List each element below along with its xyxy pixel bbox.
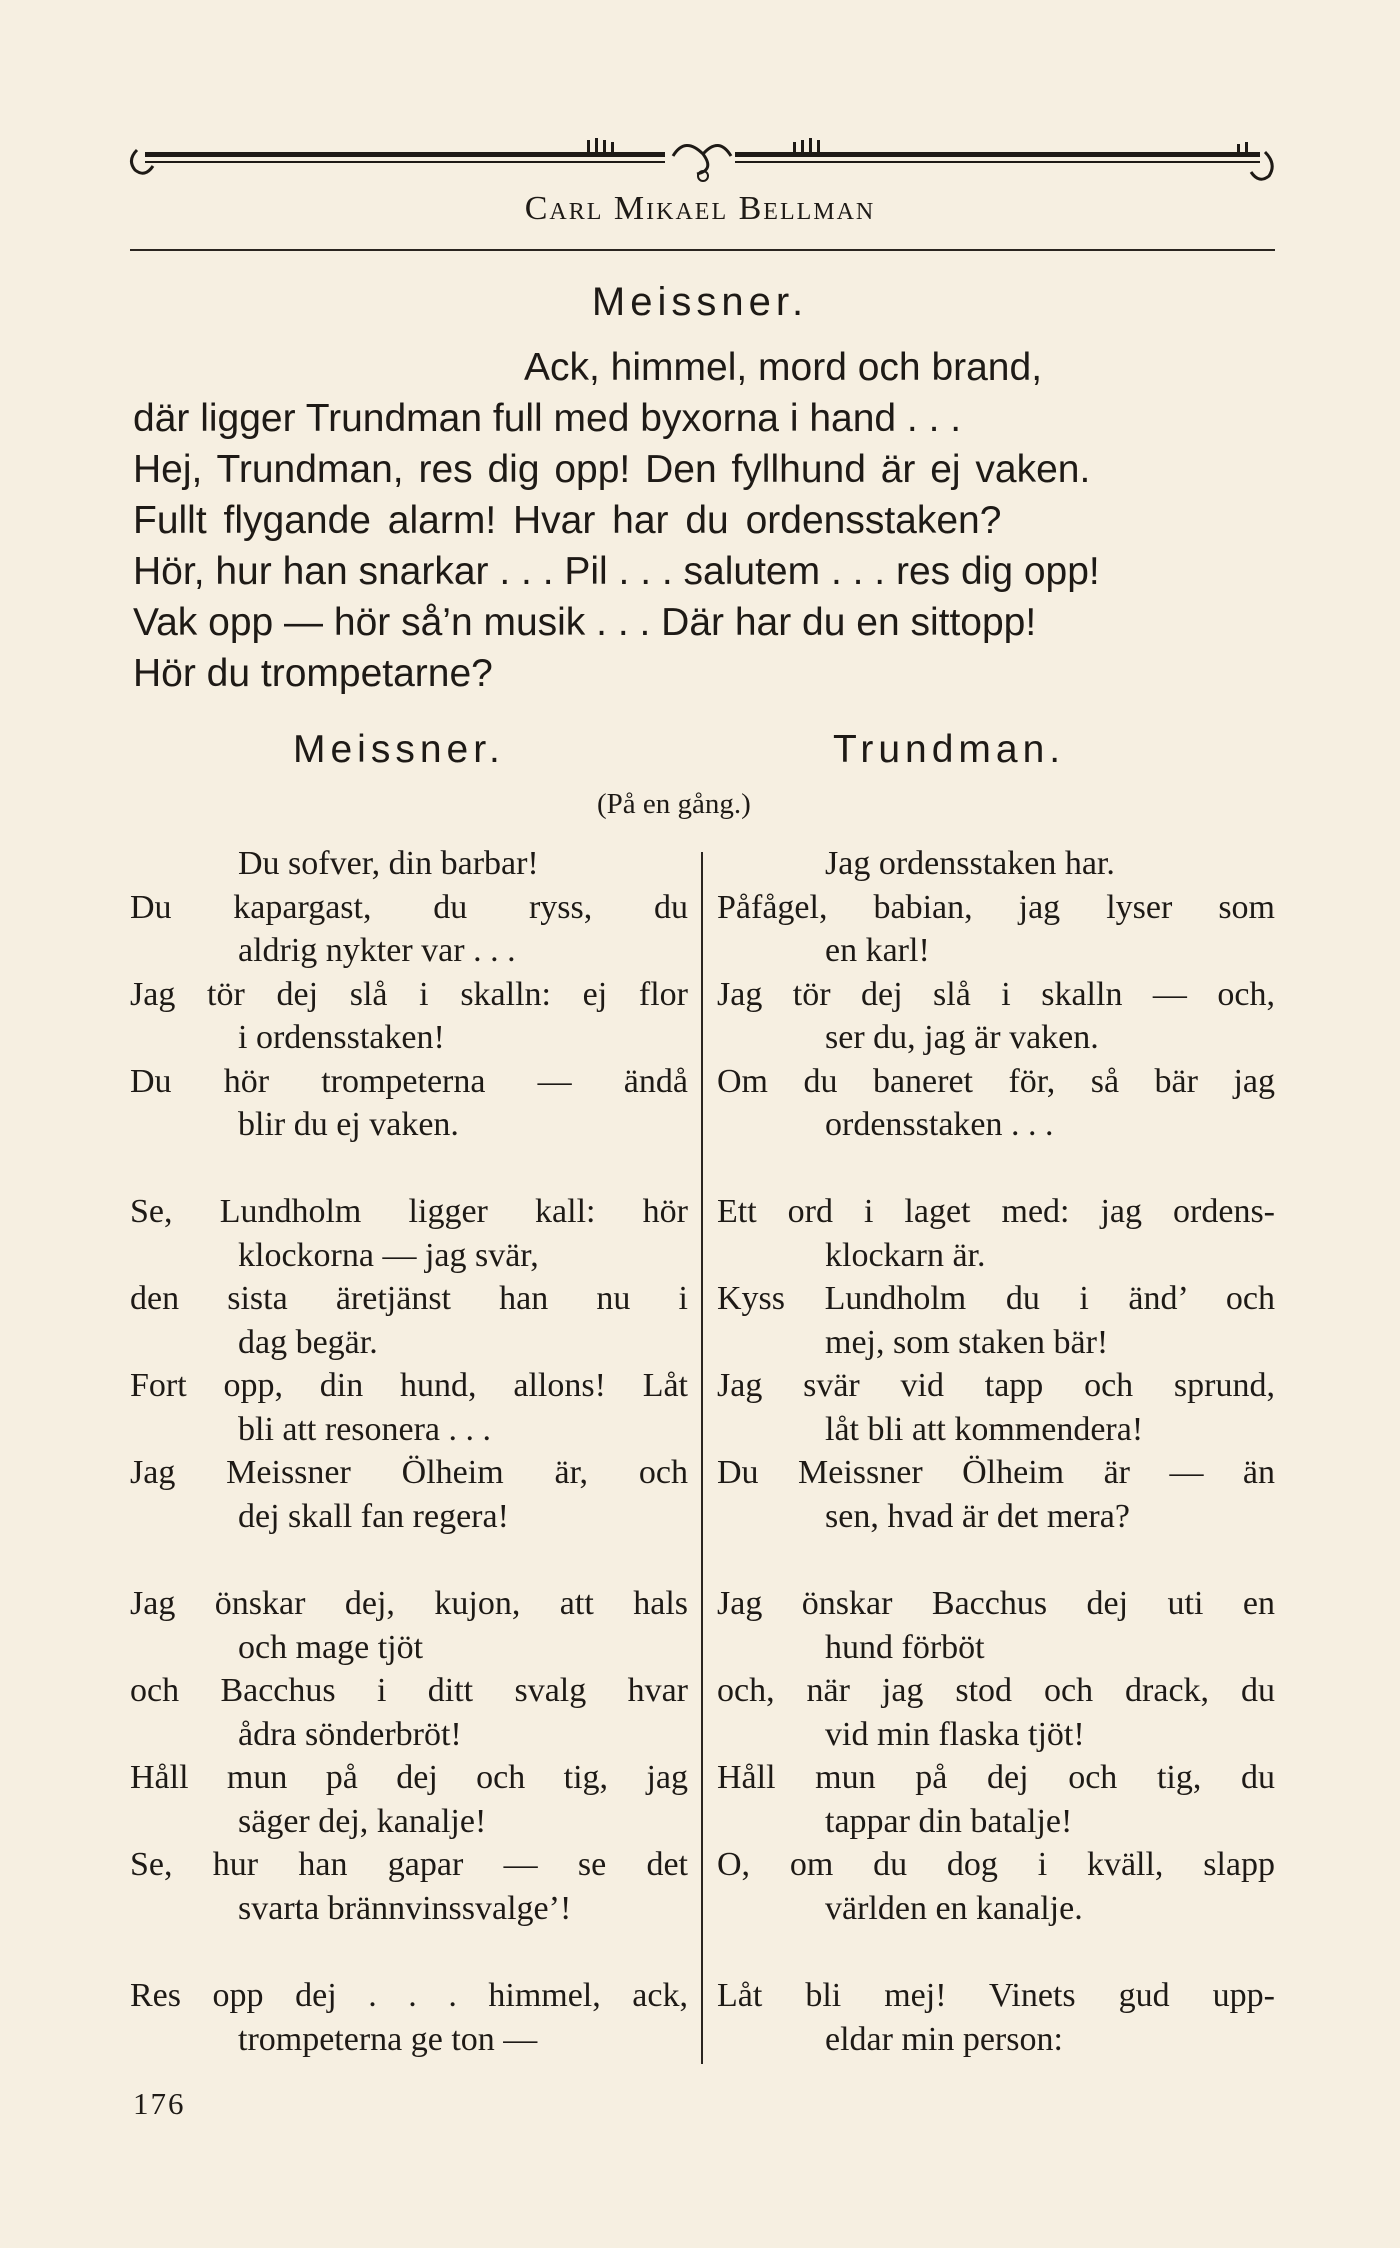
verse-line: Påfågel, babian, jag lyser som xyxy=(717,888,1275,926)
verse-line: eldar min person: xyxy=(825,2020,1063,2058)
running-header: Carl Mikael Bellman xyxy=(524,190,876,227)
stanza xyxy=(717,1190,1275,1538)
verse-line: trompeterna ge ton — xyxy=(238,2020,538,2058)
stanza xyxy=(130,1190,688,1538)
verse-line: sen, hvad är det mera? xyxy=(825,1497,1130,1535)
header-rule xyxy=(130,249,1275,251)
verse-line: blir du ej vaken. xyxy=(238,1106,459,1143)
verse-line: O, om du dog i kväll, slapp xyxy=(717,1846,1275,1883)
verse-line: hund förböt xyxy=(825,1628,985,1666)
verse-line: dej skall fan regera! xyxy=(238,1497,509,1535)
verse-line: Om du baneret för, så bär jag xyxy=(717,1062,1275,1100)
verse-line: Jag ordensstaken har. xyxy=(825,845,1115,882)
verse-line: Fort opp, din hund, allons! Låt xyxy=(130,1367,688,1404)
verse-line: Jag tör dej slå i skalln — och, xyxy=(717,975,1275,1013)
verse-line: ordensstaken . . . xyxy=(825,1106,1054,1143)
verse-line: klockorna — jag svär, xyxy=(238,1236,539,1274)
verse-line: klockarn är. xyxy=(825,1236,986,1274)
verse-line: Hör du trompetarne? xyxy=(133,652,493,695)
verse-line: svarta brännvinssvalge’! xyxy=(238,1889,572,1927)
verse-line: Res opp dej . . . himmel, ack, xyxy=(130,1977,688,2014)
stanza xyxy=(717,1582,1275,1930)
stanza xyxy=(130,1974,688,2061)
verse-line: dag begär. xyxy=(238,1323,378,1361)
verse-line: vid min flaska tjöt! xyxy=(825,1715,1085,1753)
verse-line: där ligger Trundman full med byxorna i hand . . . xyxy=(133,397,962,440)
right-speaker-name: Trundman. xyxy=(833,728,1066,771)
stanza xyxy=(717,1974,1275,2061)
verse-line: aldrig nykter var . . . xyxy=(238,932,516,969)
verse-line: och mage tjöt xyxy=(238,1628,424,1666)
stage-direction: (På en gång.) xyxy=(597,788,751,820)
verse-line: Jag Meissner Ölheim är, och xyxy=(130,1454,688,1491)
verse-line: Du sofver, din barbar! xyxy=(238,845,539,882)
verse-line: ådra sönderbröt! xyxy=(238,1715,462,1753)
verse-line: säger dej, kanalje! xyxy=(238,1802,487,1840)
verse-line: Hör, hur han snarkar . . . Pil . . . salutem . . . res dig opp! xyxy=(133,550,1100,593)
verse-line: Se, hur han gapar — se det xyxy=(130,1846,688,1883)
verse-line: Jag tör dej slå i skalln: ej flor xyxy=(130,975,688,1013)
verse-line: Håll mun på dej och tig, jag xyxy=(130,1759,688,1796)
verse-line: Hej, Trundman, res dig opp! Den fyllhund är ej vaken. xyxy=(133,448,1091,491)
verse-line: bli att resonera . . . xyxy=(238,1410,492,1448)
verse-line: Fullt flygande alarm! Hvar har du ordensstaken? xyxy=(133,499,1002,542)
verse-line: den sista äretjänst han nu i xyxy=(130,1280,688,1317)
verse-line: Jag önskar Bacchus dej uti en xyxy=(717,1585,1275,1622)
verse-line: Vak opp — hör så’n musik . . . Där har du en sittopp! xyxy=(133,601,1037,644)
verse-line: och Bacchus i ditt svalg hvar xyxy=(130,1672,688,1709)
verse-line: Jag önskar dej, kujon, att hals xyxy=(130,1585,688,1622)
verse-line: låt bli att kommendera! xyxy=(825,1410,1144,1448)
column-divider xyxy=(701,852,703,2064)
stanza xyxy=(130,1582,688,1930)
verse-line: Ett ord i laget med: jag ordens- xyxy=(717,1193,1275,1230)
verse-line: i ordensstaken! xyxy=(238,1019,445,1056)
verse-line: världen en kanalje. xyxy=(825,1889,1083,1927)
verse-line: Jag svär vid tapp och sprund, xyxy=(717,1367,1275,1404)
verse-line: Du kapargast, du ryss, du xyxy=(130,888,688,926)
verse-line: mej, som staken bär! xyxy=(825,1323,1109,1361)
verse-line: och, när jag stod och drack, du xyxy=(717,1672,1275,1709)
verse-line: Se, Lundholm ligger kall: hör xyxy=(130,1193,688,1230)
verse-line: en karl! xyxy=(825,932,930,969)
verse-line: Låt bli mej! Vinets gud upp- xyxy=(717,1977,1275,2014)
speaker-name: Meissner. xyxy=(591,280,809,324)
stanza xyxy=(717,842,1275,1147)
verse-line: ser du, jag är vaken. xyxy=(825,1019,1099,1056)
verse-line: Ack, himmel, mord och brand, xyxy=(524,346,1043,389)
verse-line: Håll mun på dej och tig, du xyxy=(717,1759,1275,1796)
verse-line: Du Meissner Ölheim är — än xyxy=(717,1454,1275,1491)
verse-line: Du hör trompeterna — ändå xyxy=(130,1062,688,1100)
stanza xyxy=(130,842,688,1147)
verse-line: tappar din batalje! xyxy=(825,1802,1073,1840)
page-number: 176 xyxy=(133,2086,186,2121)
left-speaker-name: Meissner. xyxy=(293,728,505,771)
verse-line: Kyss Lundholm du i änd’ och xyxy=(717,1280,1275,1317)
